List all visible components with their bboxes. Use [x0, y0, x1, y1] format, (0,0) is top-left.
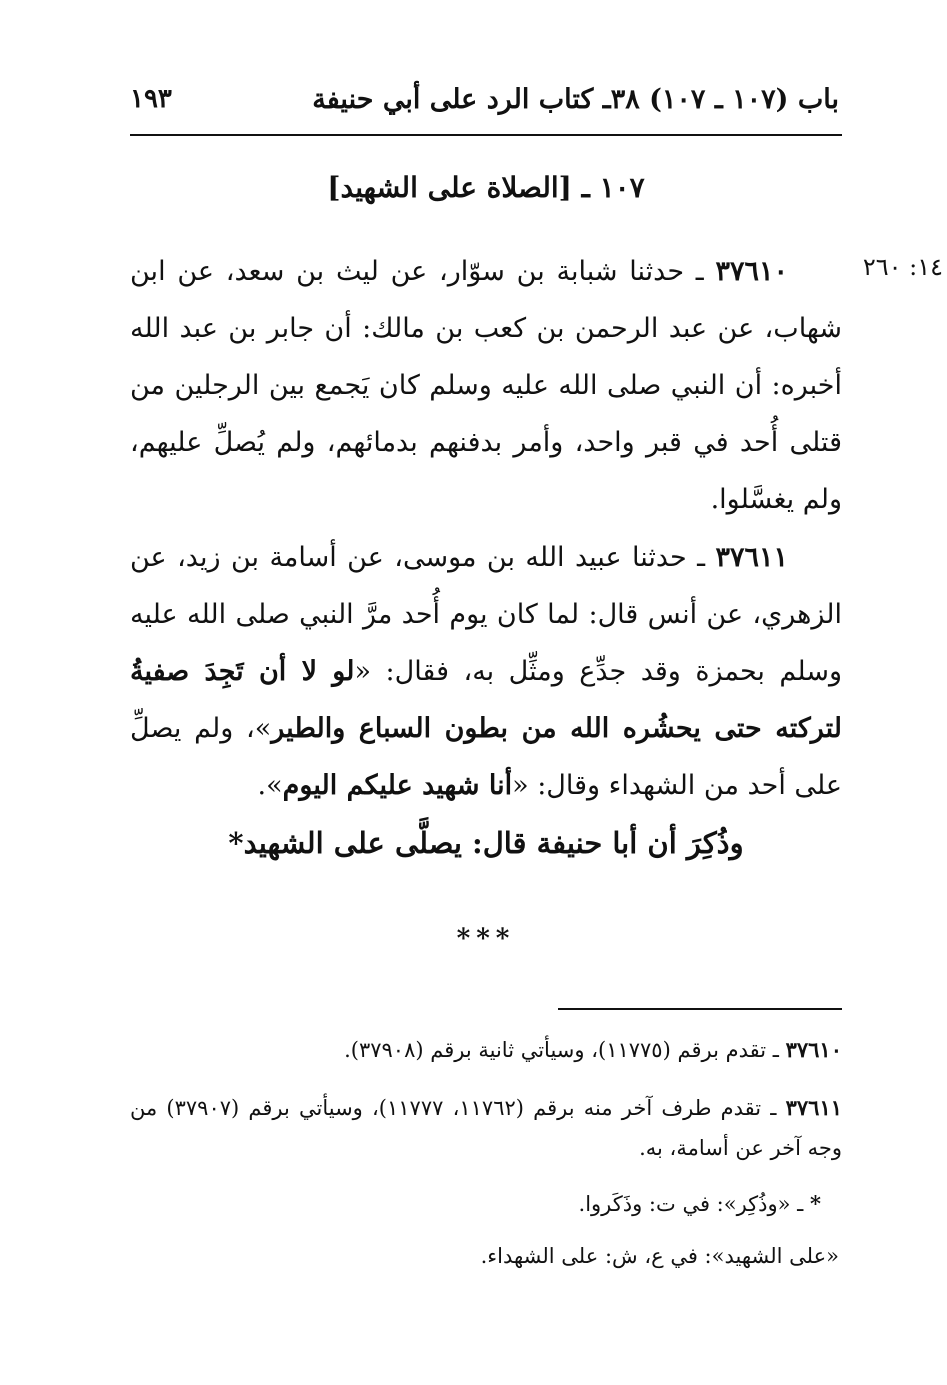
hadith-text: ـ حدثنا عبيد الله بن موسى، عن أسامة بن زيد، عن الزهري، عن أنس قال: لما كان يوم أُحد مرَّ النبي صلى الله عليه وسلم بحمزة وقد جدِّع ومثِّل به، فقال: «: [130, 542, 842, 687]
footnote-37611: [130, 1088, 842, 1168]
section-separator-stars: ***: [456, 924, 516, 954]
hadith-text: ـ حدثنا شبابة بن سوّار، عن ليث بن سعد، عن ابن شهاب، عن عبد الرحمن بن كعب بن مالك: أن جابر بن عبد الله أخبره: أن النبي صلى الله عليه وسلم كان يَجمع بين الرجلين من قتلى أُحد في قبر واحد، وأمر بدفنهم بدمائهم، ولم يُصلِّ عليهم، ولم يغسَّلوا.: [130, 256, 842, 515]
footnote-text: ـ تقدم طرف آخر منه برقم (١١٧٦٢، ١١٧٧٧)، وسيأتي برقم (٣٧٩٠٧) من وجه آخر عن أسامة، به.: [130, 1096, 842, 1160]
prophetic-quote: لو لا أن تَجِدَ صفيةُ لتركته حتى يحشُره الله من بطون السباع والطير: [130, 656, 842, 744]
hadith-paragraph-37610: [130, 243, 842, 528]
hadith-number: ٣٧٦١١: [715, 542, 788, 573]
header-divider: [130, 134, 842, 136]
hadith-number: ٣٧٦١٠: [715, 256, 788, 287]
running-header-title: باب (١٠٧ ـ ١٠٧) ٣٨ـ كتاب الرد على أبي حنيفة: [312, 84, 839, 115]
abu-hanifa-statement: وذُكِرَ أن أبا حنيفة قال: يصلَّى على الشهيد*: [228, 826, 744, 860]
footnote-star-continuation: «على الشهيد»: في ع، ش: على الشهداء.: [480, 1244, 839, 1268]
page-number: ١٩٣: [130, 84, 172, 114]
footnote-divider: [558, 1008, 842, 1010]
prophetic-quote: أنا شهيد عليكم اليوم: [282, 770, 513, 801]
hadith-text: ».: [257, 770, 283, 801]
hadith-paragraph-37611: [130, 529, 842, 814]
footnote-marker: *: [810, 1191, 821, 1216]
footnote-star: [579, 1184, 821, 1224]
footnote-number: ٣٧٦١١: [785, 1095, 843, 1120]
footnote-number: ٣٧٦١٠: [785, 1037, 842, 1062]
footnote-37610: [130, 1030, 842, 1070]
hadith-text: »، ولم يصلِّ على أحد من الشهداء وقال: «: [130, 713, 842, 801]
footnote-text: ـ تقدم برقم (١١٧٧٥)، وسيأتي ثانية برقم (٣٧٩٠٨).: [344, 1038, 786, 1062]
margin-reference: ١٤: ٢٦٠: [862, 253, 943, 281]
footnote-text: ـ «وذُكِر»: في ت: وذَكَروا.: [578, 1192, 811, 1216]
section-title: ١٠٧ ـ [الصلاة على الشهيد]: [327, 171, 645, 204]
